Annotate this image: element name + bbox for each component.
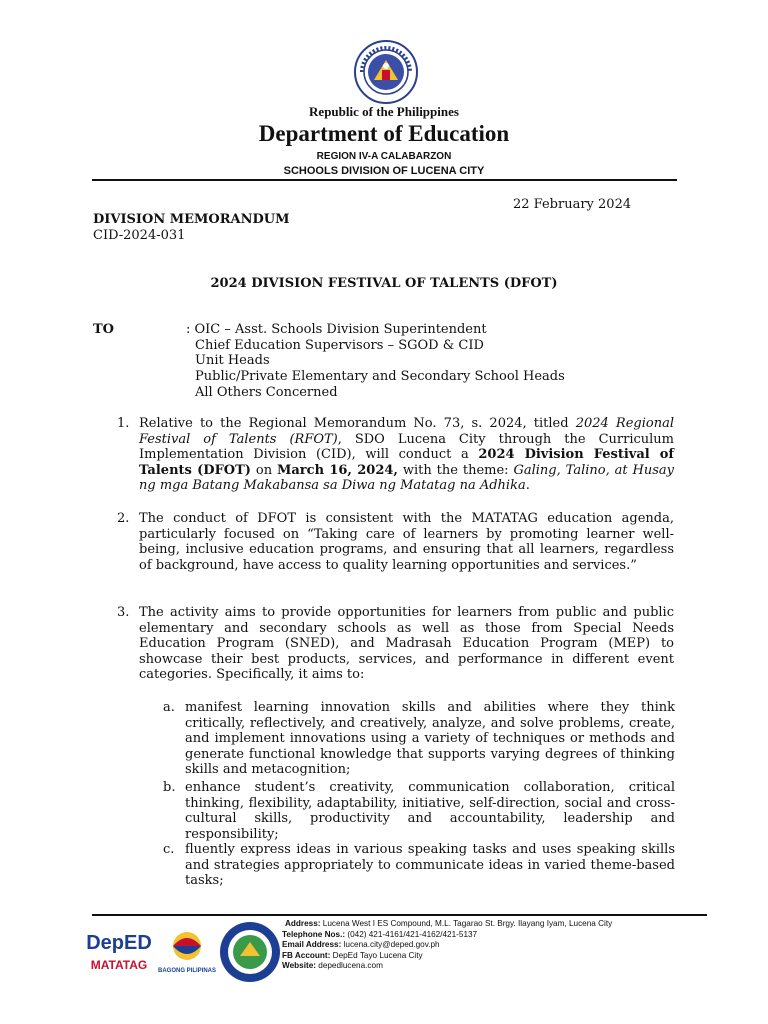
p1-theme: Galing, Talino, at Husay ng mga Batang Makabansa sa Diwa ng Matatag na Adhika [139, 462, 674, 493]
email-label: Email Address: [282, 940, 342, 950]
footer-logos [84, 920, 284, 984]
memo-date: 22 February 2024 [513, 197, 632, 212]
republic-line: Republic of the Philippines [309, 104, 459, 119]
division-line: SCHOOLS DIVISION OF LUCENA CITY [283, 165, 485, 177]
aim-item: fluently express ideas in various speaking tasks and uses speaking skills and strategies appropriately to communicate ideas in varied theme-based tasks; [185, 842, 675, 888]
aim-item: manifest learning innovation skills and abilities where they think critically, reflectively, and creatively, analyze, and solve problems, create, and implement innovations using a variety of techniques or methods and generate functional knowledge that supports varying degrees of thinking skills and metacognition; [185, 700, 675, 777]
p1-dfot-title: 2024 Division Festival of Talents (DFOT) [139, 447, 674, 478]
fb-value: DepEd Tayo Lucena City [332, 950, 423, 960]
memo-subject: 2024 DIVISION FESTIVAL OF TALENTS (DFOT) [210, 276, 558, 291]
p1-text: on [250, 462, 277, 478]
aim-label: c. [163, 842, 175, 857]
email-value: lucena.city@deped.gov.ph [343, 940, 440, 950]
recipient-item: Chief Education Supervisors – SGOD & CID [195, 337, 484, 353]
to-label: TO [93, 322, 114, 337]
address-label: Address: [285, 919, 321, 928]
p1-text: . [525, 478, 530, 493]
deped-logo: DepED [86, 932, 152, 954]
p1-event-date: March 16, 2024, [276, 462, 398, 478]
paragraph-2: The conduct of DFOT is consistent with the MATATAG education agenda, particularly focused on “Taking care of learners by promoting learner well-being, inclusive education programs, and ensuring that all learners, regardless of background, have access to quality learning opportunities and services.” [139, 511, 674, 573]
paragraph-number: 3. [117, 605, 130, 620]
bagong-pilipinas-icon [162, 924, 212, 964]
paragraph-number: 1. [117, 416, 130, 431]
recipient-list [186, 322, 565, 401]
department-title: Department of Education [258, 121, 510, 146]
memo-type: DIVISION MEMORANDUM [93, 212, 290, 227]
bagong-pilipinas-label: BAGONG PILIPINAS [157, 968, 216, 974]
aim-item: enhance student’s creativity, communication collaboration, critical thinking, flexibility, adaptability, initiative, self-direction, social and cross-cultural skills, productivity and accountability, leadership and responsibility; [185, 780, 675, 842]
recipient-item: All Others Concerned [195, 384, 338, 400]
paragraph-3: The activity aims to provide opportunities for learners from public and public elementary and secondary schools as well as those from Special Needs Education Program (SNED), and Madrasah Education Program (MEP) to showcase their best products, services, and performance in different event categories. Specifically, it aims to: [139, 605, 674, 682]
telephone-label: Telephone Nos.: [282, 929, 346, 939]
website-value: depedlucena.com [318, 961, 383, 971]
memo-number: CID-2024-031 [93, 228, 186, 243]
header-divider [92, 179, 677, 181]
paragraph-1 [139, 416, 674, 494]
p1-rfot-title: 2024 Regional Festival of Talents (RFOT) [139, 416, 674, 447]
website-label: Website: [282, 961, 316, 971]
paragraph-number: 2. [117, 511, 130, 526]
region-line: REGION IV-A CALABARZON [316, 151, 452, 162]
aim-label: b. [163, 780, 176, 795]
fb-label: FB Account: [282, 950, 331, 960]
recipient-item: Public/Private Elementary and Secondary School Heads [195, 369, 565, 385]
p1-text: Relative to the Regional Memorandum No. 73, s. 2024, titled [139, 416, 576, 431]
telephone-value: (042) 421-4161/421-4162/421-5137 [347, 929, 478, 939]
deped-seal-icon [354, 40, 418, 104]
aim-label: a. [163, 700, 175, 715]
p1-text: with the theme: [397, 462, 514, 478]
sdo-lucena-seal-icon [218, 920, 282, 984]
footer-contact [282, 919, 612, 972]
address-value: Lucena West I ES Compound, M.L. Tagarao St. Brgy. Ilayang Iyam, Lucena City [322, 919, 613, 928]
matatag-logo: MATATAG [90, 958, 148, 972]
p1-text: , SDO Lucena City through the Curriculum Implementation Division (CID), will conduct a [139, 431, 674, 462]
recipient-item: : OIC – Asst. Schools Division Superintendent [186, 322, 487, 337]
recipient-item: Unit Heads [195, 353, 270, 369]
footer-divider [92, 914, 707, 916]
